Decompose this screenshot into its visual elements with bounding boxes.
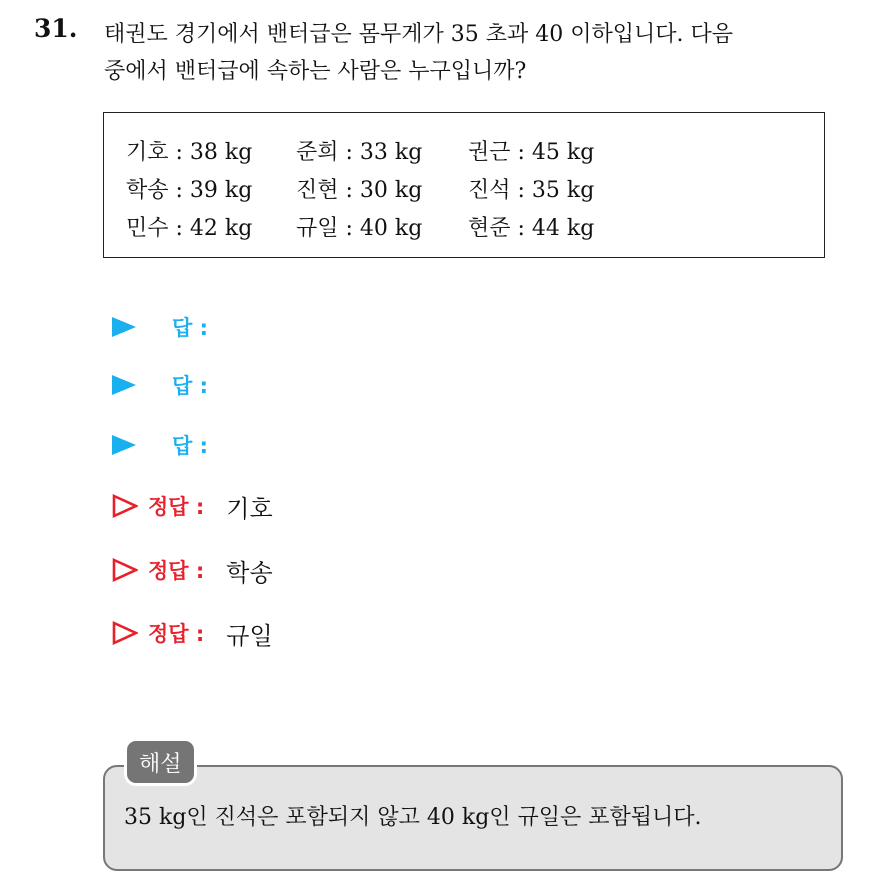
correct-answer-value: 기호	[226, 494, 273, 523]
outline-arrow-icon	[112, 494, 138, 518]
correct-answer-value: 규일	[226, 621, 273, 650]
weights-row	[126, 169, 824, 207]
weight-cell: 규일 : 40 kg	[296, 215, 423, 241]
weight-cell: 권근 : 45 kg	[468, 139, 595, 165]
weight-cell: 학송 : 39 kg	[126, 177, 253, 203]
weight-cell: 준희 : 33 kg	[296, 139, 423, 165]
answer-row[interactable]	[112, 370, 208, 400]
answer-label: 답 :	[172, 374, 208, 398]
weight-cell: 현준 : 44 kg	[468, 215, 595, 241]
weight-cell: 진현 : 30 kg	[296, 177, 423, 203]
play-arrow-icon	[112, 375, 136, 395]
question-text	[104, 16, 874, 90]
explanation-tag: 해설	[127, 741, 194, 783]
answer-row[interactable]	[112, 430, 208, 460]
explanation-text: 35 kg인 진석은 포함되지 않고 40 kg인 규일은 포함됩니다.	[124, 805, 702, 830]
correct-answer-label: 정답 :	[148, 559, 205, 583]
correct-answer-row	[112, 618, 273, 648]
play-arrow-icon	[112, 317, 136, 337]
question-line-1: 태권도 경기에서 밴터급은 몸무게가 35 초과 40 이하입니다. 다음	[104, 22, 733, 47]
outline-arrow-icon	[112, 621, 138, 645]
weights-row	[126, 131, 824, 169]
weight-cell: 민수 : 42 kg	[126, 215, 253, 241]
correct-answer-label: 정답 :	[148, 495, 205, 519]
answer-label: 답 :	[172, 316, 208, 340]
correct-answer-label: 정답 :	[148, 622, 205, 646]
weight-cell: 진석 : 35 kg	[468, 177, 595, 203]
correct-answer-value: 학송	[226, 558, 273, 587]
play-arrow-icon	[112, 435, 136, 455]
answer-label: 답 :	[172, 434, 208, 458]
question-number: 31.	[34, 14, 78, 43]
correct-answer-row	[112, 491, 273, 521]
weights-row	[126, 207, 824, 245]
answer-row[interactable]	[112, 312, 208, 342]
weight-cell: 기호 : 38 kg	[126, 139, 253, 165]
weights-box	[103, 112, 825, 258]
correct-answer-row	[112, 555, 273, 585]
outline-arrow-icon	[112, 558, 138, 582]
question-line-2: 중에서 밴터급에 속하는 사람은 누구입니까?	[104, 59, 527, 84]
